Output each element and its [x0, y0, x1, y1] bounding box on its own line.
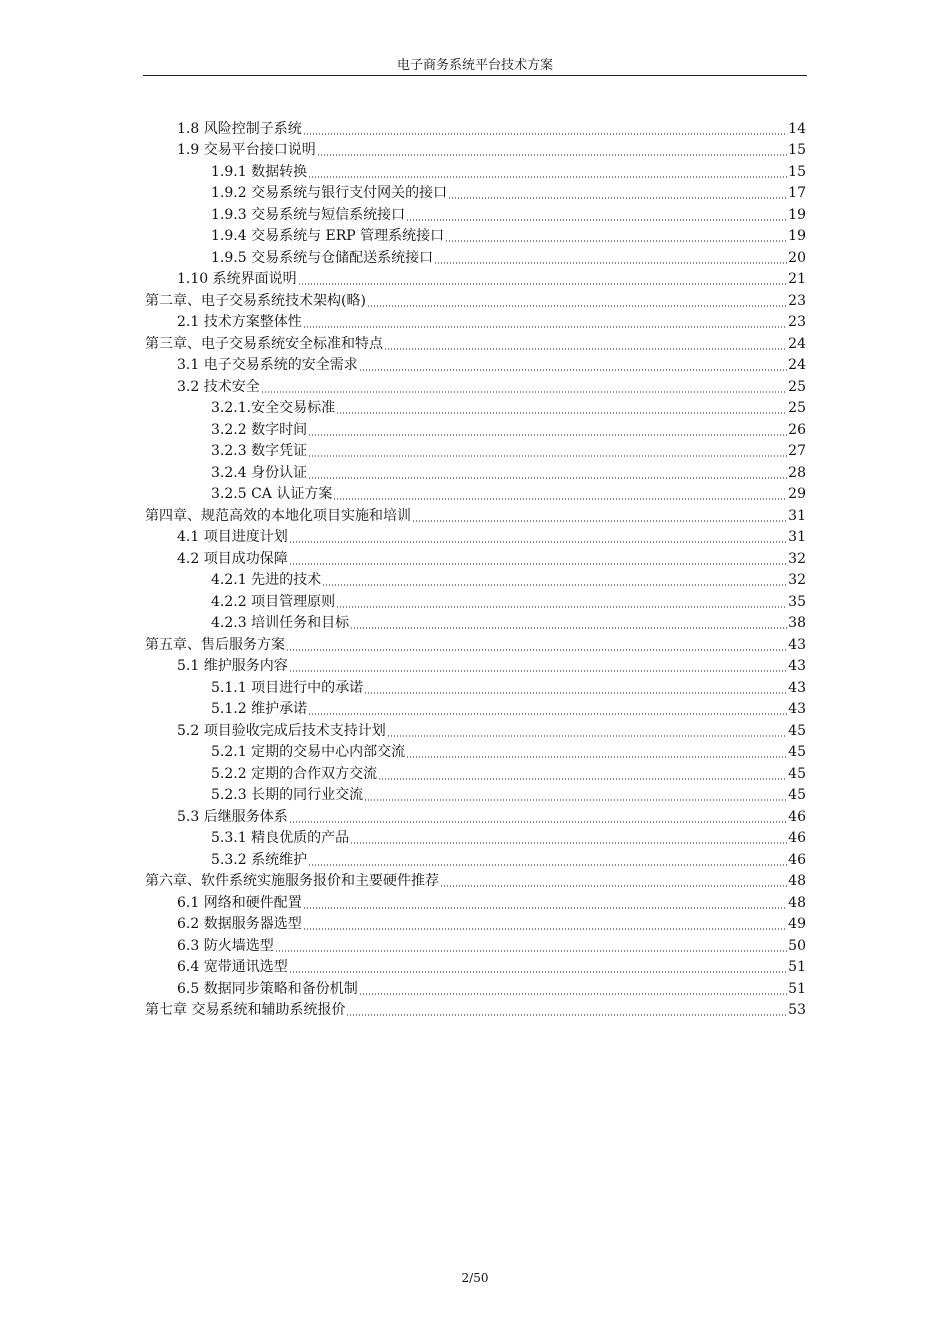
toc-entry-title: 3.2.1.安全交易标准 [211, 400, 336, 416]
toc-leader-dots [333, 498, 787, 500]
toc-entry[interactable] [145, 439, 806, 461]
toc-entry-page: 46 [788, 830, 806, 846]
toc-leader-dots [308, 455, 787, 457]
toc-entry-page: 51 [788, 980, 806, 997]
toc-entry-page: 45 [788, 744, 806, 760]
toc-entry[interactable] [145, 611, 806, 633]
toc-entry-page: 50 [788, 937, 806, 954]
toc-entry-title: 6.4 宽带通讯选型 [177, 959, 288, 975]
toc-entry-page: 46 [788, 808, 806, 825]
toc-entry[interactable] [145, 847, 806, 869]
toc-entry[interactable] [145, 955, 806, 977]
toc-entry[interactable] [145, 525, 806, 547]
page-number: 2/50 [461, 1271, 489, 1285]
toc-entry-page: 20 [788, 249, 806, 266]
toc-entry-title: 6.5 数据同步策略和备份机制 [177, 980, 358, 997]
toc-entry-title: 5.3.1 精良优质的产品 [211, 830, 350, 846]
toc-leader-dots [308, 864, 787, 866]
toc-entry-page: 43 [788, 636, 806, 653]
toc-entry-title: 5.2 项目验收完成后技术支持计划 [177, 722, 386, 739]
toc-entry-title: 1.9.2 交易系统与银行支付网关的接口 [211, 185, 448, 201]
toc-entry[interactable] [145, 546, 806, 568]
toc-leader-dots [406, 756, 787, 758]
toc-entry-title: 第四章、规范高效的本地化项目实施和培训 [145, 507, 411, 524]
toc-entry[interactable] [145, 417, 806, 439]
toc-entry[interactable] [145, 976, 806, 998]
toc-entry-title: 第七章 交易系统和辅助系统报价 [145, 1002, 346, 1018]
toc-leader-dots [359, 369, 787, 371]
toc-entry-page: 28 [788, 464, 806, 481]
toc-entry-title: 5.1.2 维护承诺 [211, 701, 308, 717]
toc-entry-title: 6.1 网络和硬件配置 [177, 894, 302, 911]
toc-leader-dots [308, 434, 787, 436]
toc-entry[interactable] [145, 374, 806, 396]
toc-entry-title: 1.9.5 交易系统与仓储配送系统接口 [211, 249, 434, 266]
toc-entry-page: 19 [788, 206, 806, 223]
toc-entry[interactable] [145, 675, 806, 697]
toc-leader-dots [367, 305, 787, 307]
toc-entry-title: 5.1.1 项目进行中的承诺 [211, 679, 364, 696]
toc-entry-title: 4.2 项目成功保障 [177, 550, 288, 567]
toc-entry-title: 3.2 技术安全 [177, 378, 260, 395]
toc-entry-page: 43 [788, 658, 806, 674]
toc-leader-dots [298, 283, 788, 285]
toc-entry-page: 45 [788, 722, 806, 739]
toc-entry-page: 26 [788, 421, 806, 438]
toc-entry-title: 第五章、售后服务方案 [145, 636, 285, 653]
toc-entry-page: 27 [788, 443, 806, 459]
toc-entry[interactable] [145, 654, 806, 676]
toc-entry-page: 31 [788, 529, 806, 545]
toc-entry[interactable] [145, 589, 806, 611]
toc-entry-page: 48 [788, 873, 806, 889]
toc-entry-page: 45 [788, 787, 806, 803]
toc-entry-page: 23 [788, 314, 806, 330]
toc-entry[interactable] [145, 890, 806, 912]
toc-entry-page: 32 [788, 550, 806, 567]
toc-leader-dots [434, 262, 787, 264]
toc-entry[interactable] [145, 632, 806, 654]
toc-leader-dots [406, 219, 787, 221]
page-header-title: 电子商务系统平台技术方案 [396, 58, 553, 73]
toc-leader-dots [350, 627, 787, 629]
toc-entry[interactable] [145, 116, 806, 138]
toc-entry-title: 4.1 项目进度计划 [177, 529, 288, 545]
toc-leader-dots [289, 670, 787, 672]
toc-entry[interactable] [145, 697, 806, 719]
toc-entry-title: 3.2.4 身份认证 [211, 464, 308, 481]
toc-entry-page: 24 [788, 357, 806, 373]
toc-leader-dots [289, 821, 787, 823]
toc-entry-title: 6.3 防火墙选型 [177, 937, 274, 954]
table-of-contents [145, 116, 806, 1019]
toc-entry-title: 2.1 技术方案整体性 [177, 314, 302, 330]
toc-entry[interactable] [145, 998, 806, 1020]
toc-entry-page: 49 [788, 916, 806, 932]
toc-entry-title: 第六章、软件系统实施服务报价和主要硬件推荐 [145, 873, 439, 889]
toc-entry[interactable] [145, 718, 806, 740]
toc-entry[interactable] [145, 202, 806, 224]
toc-entry[interactable] [145, 460, 806, 482]
toc-leader-dots [445, 240, 787, 242]
toc-leader-dots [364, 692, 787, 694]
toc-entry-page: 31 [788, 507, 806, 524]
toc-entry-title: 5.3.2 系统维护 [211, 851, 308, 868]
toc-entry-title: 3.1 电子交易系统的安全需求 [177, 357, 358, 373]
toc-entry-title: 第二章、电子交易系统技术架构(略) [145, 292, 366, 309]
toc-entry-title: 5.2.3 长期的同行业交流 [211, 787, 364, 803]
toc-leader-dots [303, 928, 787, 930]
toc-leader-dots [303, 326, 787, 328]
toc-leader-dots [364, 799, 787, 801]
toc-entry-title: 4.2.2 项目管理原则 [211, 593, 336, 610]
toc-entry-page: 38 [788, 615, 806, 631]
toc-entry-page: 46 [788, 851, 806, 868]
toc-entry[interactable] [145, 482, 806, 504]
toc-entry[interactable] [145, 826, 806, 848]
toc-entry[interactable] [145, 568, 806, 590]
toc-entry[interactable] [145, 503, 806, 525]
toc-leader-dots [384, 348, 787, 350]
toc-entry[interactable] [145, 933, 806, 955]
toc-entry[interactable] [145, 267, 806, 289]
toc-leader-dots [308, 477, 787, 479]
toc-entry[interactable] [145, 181, 806, 203]
toc-entry-page: 14 [788, 120, 806, 137]
toc-leader-dots [286, 649, 787, 651]
toc-entry-title: 5.2.1 定期的交易中心内部交流 [211, 744, 406, 760]
toc-entry-title: 第三章、电子交易系统安全标准和特点 [145, 335, 383, 352]
toc-entry-title: 3.2.2 数字时间 [211, 421, 308, 438]
header-divider [143, 75, 807, 76]
toc-entry[interactable] [145, 159, 806, 181]
toc-entry[interactable] [145, 804, 806, 826]
toc-leader-dots [387, 735, 787, 737]
toc-leader-dots [350, 842, 787, 844]
toc-entry-page: 29 [788, 486, 806, 502]
toc-entry-title: 5.1 维护服务内容 [177, 658, 288, 674]
toc-entry-page: 17 [788, 185, 806, 201]
toc-entry-title: 1.9 交易平台接口说明 [177, 142, 316, 158]
toc-entry-page: 43 [788, 679, 806, 696]
toc-entry[interactable] [145, 783, 806, 805]
toc-leader-dots [303, 907, 787, 909]
toc-entry[interactable] [145, 396, 806, 418]
toc-leader-dots [289, 541, 787, 543]
toc-leader-dots [317, 154, 787, 156]
toc-entry-title: 4.2.3 培训任务和目标 [211, 615, 350, 631]
toc-entry-title: 1.10 系统界面说明 [177, 271, 297, 287]
toc-entry-page: 21 [788, 271, 806, 287]
toc-entry-title: 3.2.3 数字凭证 [211, 443, 308, 459]
toc-entry-page: 32 [788, 572, 806, 588]
toc-entry[interactable] [145, 740, 806, 762]
toc-entry-title: 1.9.3 交易系统与短信系统接口 [211, 206, 406, 223]
toc-leader-dots [440, 885, 787, 887]
toc-entry-page: 45 [788, 765, 806, 782]
toc-entry-page: 15 [788, 163, 806, 180]
toc-entry-page: 25 [788, 400, 806, 416]
toc-entry[interactable] [145, 331, 806, 353]
toc-entry[interactable] [145, 353, 806, 375]
toc-entry[interactable] [145, 138, 806, 160]
toc-entry-page: 19 [788, 228, 806, 244]
toc-leader-dots [275, 950, 787, 952]
toc-entry[interactable] [145, 310, 806, 332]
toc-leader-dots [308, 713, 787, 715]
toc-entry-page: 23 [788, 292, 806, 309]
toc-leader-dots [303, 133, 787, 135]
toc-entry-title: 5.2.2 定期的合作双方交流 [211, 765, 378, 782]
toc-entry[interactable] [145, 869, 806, 891]
toc-leader-dots [412, 520, 787, 522]
toc-entry-page: 24 [788, 335, 806, 352]
toc-entry-page: 53 [788, 1002, 806, 1018]
toc-leader-dots [322, 584, 787, 586]
toc-entry-title: 3.2.5 CA 认证方案 [211, 486, 333, 502]
toc-leader-dots [289, 971, 787, 973]
toc-entry-page: 15 [788, 142, 806, 158]
toc-leader-dots [359, 993, 787, 995]
toc-entry-page: 48 [788, 894, 806, 911]
toc-entry-page: 25 [788, 378, 806, 395]
toc-entry[interactable] [145, 245, 806, 267]
toc-entry[interactable] [145, 761, 806, 783]
toc-entry[interactable] [145, 912, 806, 934]
toc-leader-dots [448, 197, 787, 199]
toc-leader-dots [289, 563, 787, 565]
toc-leader-dots [346, 1014, 787, 1016]
toc-entry[interactable] [145, 224, 806, 246]
toc-entry-title: 4.2.1 先进的技术 [211, 572, 322, 588]
toc-leader-dots [378, 778, 787, 780]
toc-entry-title: 1.9.4 交易系统与 ERP 管理系统接口 [211, 228, 445, 244]
toc-entry-title: 5.3 后继服务体系 [177, 808, 288, 825]
toc-leader-dots [308, 176, 787, 178]
toc-leader-dots [336, 606, 787, 608]
toc-entry-title: 1.8 风险控制子系统 [177, 120, 302, 137]
toc-leader-dots [336, 412, 787, 414]
toc-entry-page: 43 [788, 701, 806, 717]
toc-leader-dots [261, 391, 787, 393]
toc-entry[interactable] [145, 288, 806, 310]
toc-entry-title: 6.2 数据服务器选型 [177, 916, 302, 932]
toc-entry-page: 51 [788, 959, 806, 975]
toc-entry-title: 1.9.1 数据转换 [211, 163, 308, 180]
toc-entry-page: 35 [788, 593, 806, 610]
